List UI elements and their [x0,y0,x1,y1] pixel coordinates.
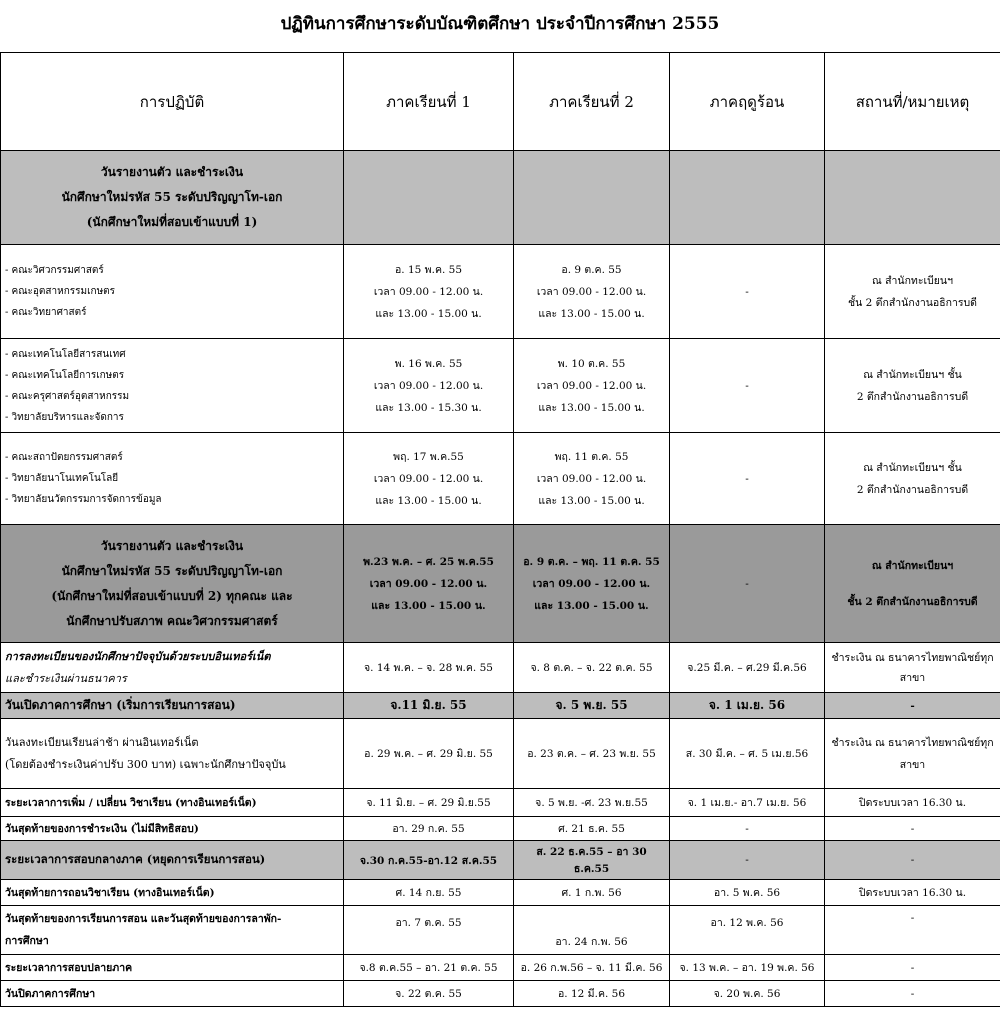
table-row [1,719,1000,789]
header-term1: ภาคเรียนที่ 1 [344,53,514,151]
group1-term1: อ. 15 พ.ค. 55 เวลา 09.00 - 12.00 น. และ 13.00 - 15.00 น. [344,245,514,339]
table-row [1,880,1000,906]
row-term2: ส. 22 ธ.ค.55 – อา 30 ธ.ค.55 [514,841,670,880]
group2-row [1,339,1000,433]
header-term2: ภาคเรียนที่ 2 [514,53,670,151]
group1-faculties: - คณะวิศวกรรมศาสตร์ - คณะอุตสาหกรรมเกษตร - คณะวิทยาศาสตร์ [1,245,344,339]
row-activity: วันลงทะเบียนเรียนล่าช้า ผ่านอินเทอร์เน็ต (โดยต้องชำระเงินค่าปรับ 300 บาท) เฉพาะนักศึกษาปัจจุบัน [1,719,344,789]
row-term2: จ. 5 พ.ย. -ศ. 23 พ.ย.55 [514,789,670,817]
row-term1: จ. 11 มิ.ย. – ศ. 29 มิ.ย.55 [344,789,514,817]
row-note: - [825,817,1000,841]
table-row [1,906,1000,955]
row-summer: จ. 20 พ.ค. 56 [670,981,825,1007]
row-activity: วันปิดภาคการศึกษา [1,981,344,1007]
section1-row [1,151,1000,245]
group1-term2: อ. 9 ต.ค. 55 เวลา 09.00 - 12.00 น. และ 13.00 - 15.00 น. [514,245,670,339]
section1-title: วันรายงานตัว และชำระเงิน นักศึกษาใหม่รหัส 55 ระดับปริญญาโท-เอก (นักศึกษาใหม่ที่สอบเข้าแบบที่ 1) [1,151,344,245]
header-place: สถานที่/หมายเหตุ [825,53,1000,151]
section2-title: วันรายงานตัว และชำระเงิน นักศึกษาใหม่รหัส 55 ระดับปริญญาโท-เอก (นักศึกษาใหม่ที่สอบเข้าแบบที่ 2) ทุกคณะ และ นักศึกษาปรับสภาพ คณะวิศวกรรมศาสตร์ [1,525,344,643]
row-note: ปิดระบบเวลา 16.30 น. [825,880,1000,906]
row-term1: จ.30 ก.ค.55-อา.12 ส.ค.55 [344,841,514,880]
row-term2: จ. 5 พ.ย. 55 [514,693,670,719]
group3-term2: พฤ. 11 ต.ค. 55 เวลา 09.00 - 12.00 น. และ 13.00 - 15.00 น. [514,433,670,525]
row-term1: อา. 7 ต.ค. 55 [344,906,514,955]
table-row [1,981,1000,1007]
row-note: - [825,841,1000,880]
row-term2: ศ. 21 ธ.ค. 55 [514,817,670,841]
row-activity: วันเปิดภาคการศึกษา (เริ่มการเรียนการสอน) [1,693,344,719]
group3-row [1,433,1000,525]
row-term2: อา. 24 ก.พ. 56 [514,906,670,955]
row-note: ชำระเงิน ณ ธนาคารไทยพาณิชย์ทุก สาขา [825,719,1000,789]
row-term1: จ.8 ต.ค.55 – อา. 21 ต.ค. 55 [344,955,514,981]
group2-term2: พ. 10 ต.ค. 55 เวลา 09.00 - 12.00 น. และ 13.00 - 15.00 น. [514,339,670,433]
group1-place: ณ สำนักทะเบียนฯ ชั้น 2 ตึกสำนักงานอธิการบดี [825,245,1000,339]
section2-term2: อ. 9 ต.ค. – พฤ. 11 ต.ค. 55 เวลา 09.00 - 12.00 น. และ 13.00 - 15.00 น. [514,525,670,643]
table-row [1,643,1000,693]
group3-summer: - [670,433,825,525]
row-term1: จ. 22 ต.ค. 55 [344,981,514,1007]
section2-term1: พ.23 พ.ค. – ศ. 25 พ.ค.55 เวลา 09.00 - 12.00 น. และ 13.00 - 15.00 น. [344,525,514,643]
row-summer: จ.25 มี.ค. – ศ.29 มี.ค.56 [670,643,825,693]
header-summer: ภาคฤดูร้อน [670,53,825,151]
row-summer: - [670,817,825,841]
table-row [1,693,1000,719]
row-activity: ระยะเวลาการเพิ่ม / เปลี่ยน วิชาเรียน (ทางอินเทอร์เน็ต) [1,789,344,817]
row-term1: จ.11 มิ.ย. 55 [344,693,514,719]
row-activity: การลงทะเบียนของนักศึกษาปัจจุบันด้วยระบบอินเทอร์เน็ต และชำระเงินผ่านธนาคาร [1,643,344,693]
group2-summer: - [670,339,825,433]
group2-term1: พ. 16 พ.ค. 55 เวลา 09.00 - 12.00 น. และ 13.00 - 15.30 น. [344,339,514,433]
row-note: - [825,693,1000,719]
header-row [1,53,1000,151]
row-term1: อ. 29 พ.ค. – ศ. 29 มิ.ย. 55 [344,719,514,789]
row-summer: จ. 1 เม.ย. 56 [670,693,825,719]
row-note: - [825,955,1000,981]
row-term2: อ. 12 มี.ค. 56 [514,981,670,1007]
group2-place: ณ สำนักทะเบียนฯ ชั้น 2 ตึกสำนักงานอธิการบดี [825,339,1000,433]
header-activity: การปฏิบัติ [1,53,344,151]
group3-place: ณ สำนักทะเบียนฯ ชั้น 2 ตึกสำนักงานอธิการบดี [825,433,1000,525]
table-row [1,789,1000,817]
row-term2: อ. 26 ก.พ.56 – จ. 11 มี.ค. 56 [514,955,670,981]
row-activity: วันสุดท้ายการถอนวิชาเรียน (ทางอินเทอร์เน็ต) [1,880,344,906]
academic-calendar-table [0,52,1000,1007]
row-activity: วันสุดท้ายของการชำระเงิน (ไม่มีสิทธิสอบ) [1,817,344,841]
table-row [1,841,1000,880]
row-note: ชำระเงิน ณ ธนาคารไทยพาณิชย์ทุก สาขา [825,643,1000,693]
group3-term1: พฤ. 17 พ.ค.55 เวลา 09.00 - 12.00 น. และ 13.00 - 15.00 น. [344,433,514,525]
section2-row [1,525,1000,643]
page-title: ปฏิทินการศึกษาระดับบัณฑิตศึกษา ประจำปีการศึกษา 2555 [280,14,720,34]
row-term2: ศ. 1 ก.พ. 56 [514,880,670,906]
group1-summer: - [670,245,825,339]
row-summer: อา. 5 พ.ค. 56 [670,880,825,906]
section2-place: ณ สำนักทะเบียนฯ ชั้น 2 ตึกสำนักงานอธิการบดี [825,525,1000,643]
section2-summer: - [670,525,825,643]
row-summer: - [670,841,825,880]
row-summer: ส. 30 มี.ค. – ศ. 5 เม.ย.56 [670,719,825,789]
row-summer: อา. 12 พ.ค. 56 [670,906,825,955]
group3-faculties: - คณะสถาปัตยกรรมศาสตร์ - วิทยาลัยนาโนเทคโนโลยี - วิทยาลัยนวัตกรรมการจัดการข้อมูล [1,433,344,525]
table-row [1,817,1000,841]
row-term1: จ. 14 พ.ค. – จ. 28 พ.ค. 55 [344,643,514,693]
row-note: ปิดระบบเวลา 16.30 น. [825,789,1000,817]
row-term2: จ. 8 ต.ค. – จ. 22 ต.ค. 55 [514,643,670,693]
row-activity: ระยะเวลาการสอบกลางภาค (หยุดการเรียนการสอน) [1,841,344,880]
row-activity: ระยะเวลาการสอบปลายภาค [1,955,344,981]
group1-row [1,245,1000,339]
group2-faculties: - คณะเทคโนโลยีสารสนเทศ - คณะเทคโนโลยีการเกษตร - คณะครุศาสตร์อุตสาหกรรม - วิทยาลัยบริหารและจัดการ [1,339,344,433]
row-note: - [825,981,1000,1007]
row-summer: จ. 13 พ.ค. – อา. 19 พ.ค. 56 [670,955,825,981]
row-summer: จ. 1 เม.ย.- อา.7 เม.ย. 56 [670,789,825,817]
row-activity: วันสุดท้ายของการเรียนการสอน และวันสุดท้ายของการลาพัก- การศึกษา [1,906,344,955]
row-term1: อา. 29 ก.ค. 55 [344,817,514,841]
row-note: - [825,906,1000,955]
table-row [1,955,1000,981]
row-term2: อ. 23 ต.ค. – ศ. 23 พ.ย. 55 [514,719,670,789]
row-term1: ศ. 14 ก.ย. 55 [344,880,514,906]
